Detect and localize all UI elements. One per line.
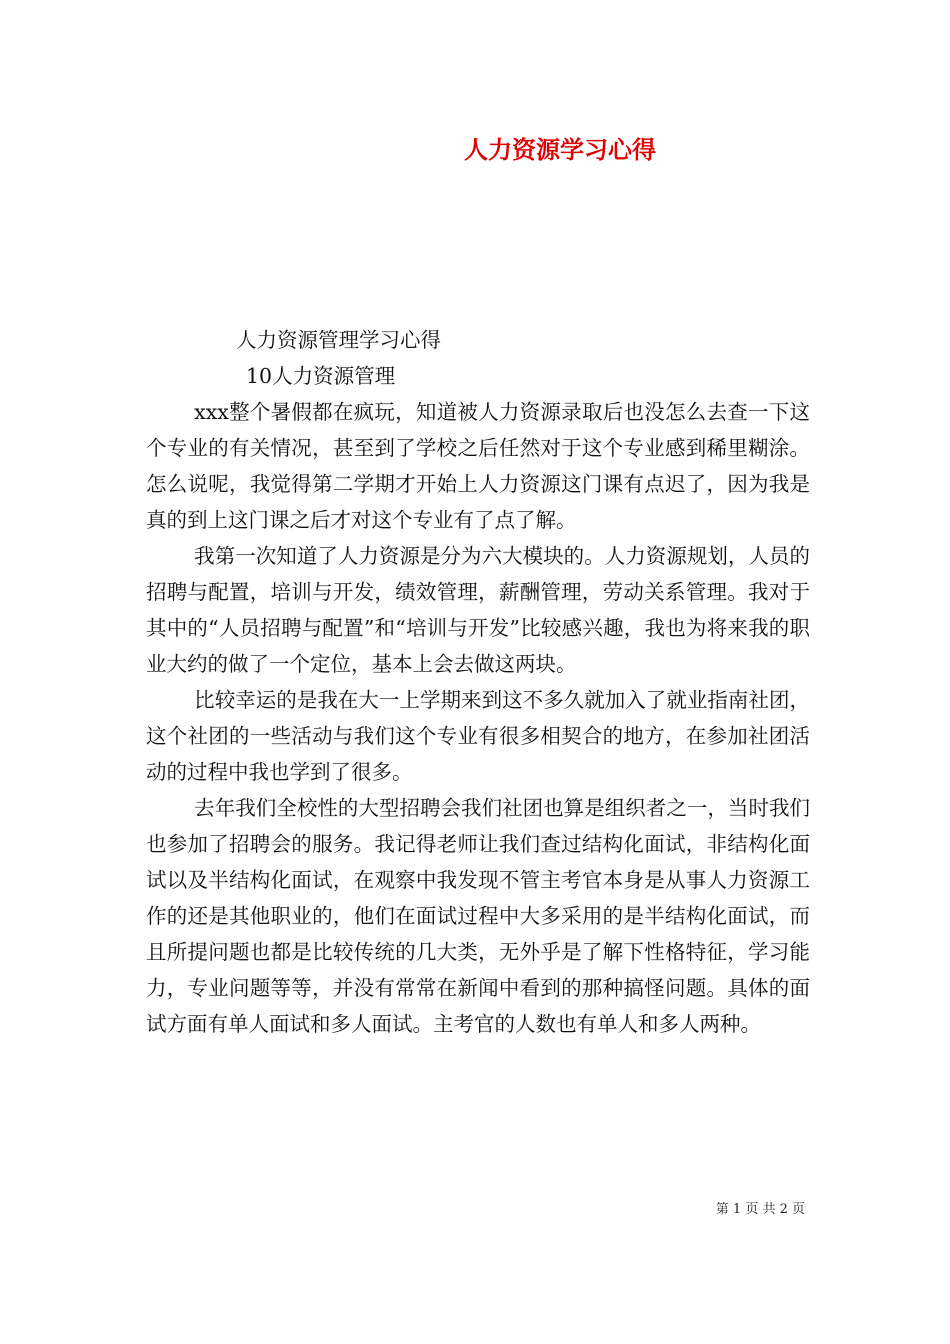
page-number: 第 1 页 共 2 页 [715,1202,805,1217]
paragraph-1: xxx整个暑假都在疯玩，知道被人力资源录取后也没怎么去查一下这个专业的有关情况，甚至到了学校之后任然对于这个专业感到稀里糊涂。怎么说呢，我觉得第二学期才开始上人力资源这门课有点迟了，因为我是真的到上这门课之后才对这个专业有了点了解。 [146,400,810,532]
document-subtitle: 人力资源管理学习心得 [236,328,441,352]
paragraph-3: 比较幸运的是我在大一上学期来到这不多久就加入了就业指南社团，这个社团的一些活动与我们这个专业有很多相契合的地方，在参加社团活动的过程中我也学到了很多。 [146,688,810,784]
paragraph-2: 我第一次知道了人力资源是分为六大模块的。人力资源规划，人员的招聘与配置，培训与开发，绩效管理，薪酬管理，劳动关系管理。我对于其中的“人员招聘与配置”和“培训与开发”比较感兴趣，我也为将来我的职业大约的做了一个定位，基本上会去做这两块。 [146,544,810,676]
document-body [146,322,810,1042]
class-line: 10人力资源管理 [246,364,396,388]
document-title: 人力资源学习心得 [464,136,656,164]
paragraph-4: 去年我们全校性的大型招聘会我们社团也算是组织者之一，当时我们也参加了招聘会的服务。我记得老师让我们查过结构化面试，非结构化面试以及半结构化面试，在观察中我发现不管主考官本身是从事人力资源工作的还是其他职业的，他们在面试过程中大多采用的是半结构化面试，而且所提问题也都是比较传统的几大类，无外乎是了解下性格特征，学习能力，专业问题等等，并没有常常在新闻中看到的那种搞怪问题。具体的面试方面有单人面试和多人面试。主考官的人数也有单人和多人两种。 [146,796,810,1036]
